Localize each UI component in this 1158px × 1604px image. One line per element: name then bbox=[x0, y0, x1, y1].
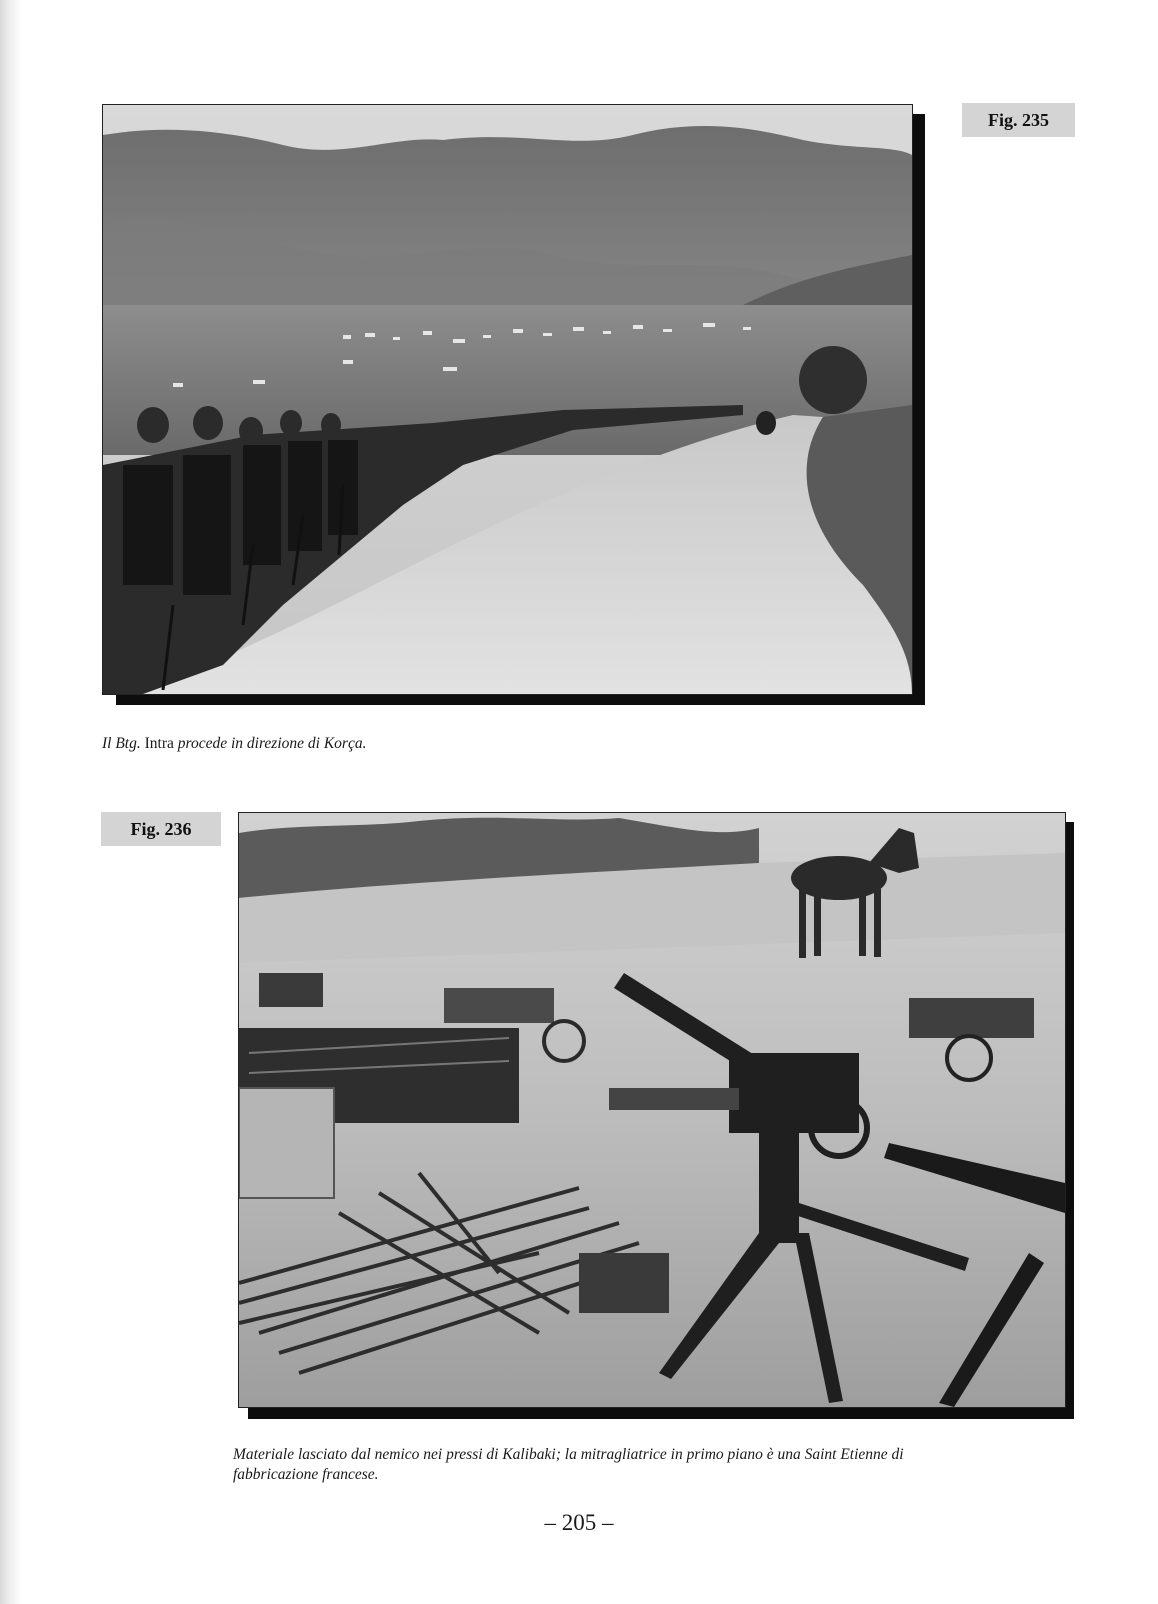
figure-label bbox=[962, 103, 1075, 137]
page-number: – 205 – bbox=[544, 1510, 614, 1535]
caption-text: Il Btg. bbox=[102, 735, 145, 752]
figure-caption bbox=[233, 1445, 1083, 1485]
photo-soldiers-marching bbox=[102, 104, 913, 695]
caption-unit-name: Intra bbox=[144, 735, 174, 752]
figure-caption bbox=[102, 734, 882, 754]
figure-label bbox=[101, 812, 221, 846]
caption-line: Materiale lasciato dal nemico nei pressi di Kalibaki; la mitragliatrice in primo piano è una Saint Etienne di bbox=[233, 1446, 904, 1463]
figure-235 bbox=[102, 104, 925, 705]
page-gutter-shadow bbox=[0, 0, 22, 1604]
figure-label-text: Fig. 235 bbox=[988, 109, 1049, 130]
caption-text: procede in direzione di Korça. bbox=[173, 735, 367, 752]
figure-236 bbox=[238, 812, 1074, 1419]
photo-abandoned-materiel-image bbox=[239, 813, 1065, 1407]
photo-soldiers-marching-image bbox=[103, 105, 912, 694]
caption-line: fabbricazione francese. bbox=[233, 1466, 379, 1483]
photo-abandoned-materiel bbox=[238, 812, 1066, 1408]
figure-label-text: Fig. 236 bbox=[130, 818, 192, 839]
